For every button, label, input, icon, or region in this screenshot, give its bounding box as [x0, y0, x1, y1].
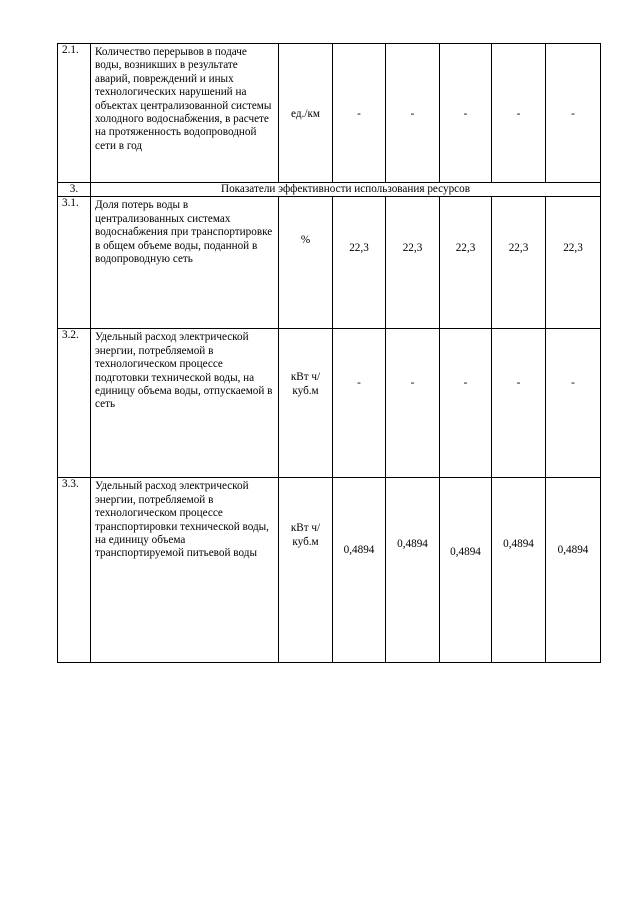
value-cell: -: [440, 329, 492, 478]
indicator-description: Удельный расход электрической энергии, потребляемой в технологическом процессе транспортировки технической воды, на единицу объема транспортируемой питьевой воды: [91, 478, 279, 663]
indicator-description: Количество перерывов в подаче воды, возникших в результате аварий, повреждений и иных технологических нарушений на объектах централизованной системы холодного водоснабжения, в расчете на протяженность водопроводной сети в год: [91, 44, 279, 183]
table-row: [58, 478, 601, 663]
unit-cell: ед./км: [279, 44, 333, 183]
row-number: 2.1.: [58, 44, 91, 183]
section-number: 3.: [58, 183, 91, 197]
value-cell: -: [546, 44, 601, 183]
row-number: 3.3.: [58, 478, 91, 663]
value-cell: 22,3: [492, 197, 546, 329]
row-number: 3.2.: [58, 329, 91, 478]
value-cell: 22,3: [386, 197, 440, 329]
indicator-description: Удельный расход электрической энергии, потребляемой в технологическом процессе подготовки технической воды, на единицу объема воды, отпускаемой в сеть: [91, 329, 279, 478]
value-cell: -: [386, 44, 440, 183]
value-cell: 22,3: [440, 197, 492, 329]
value-cell: 0,4894: [333, 478, 386, 663]
indicator-description: Доля потерь воды в централизованных системах водоснабжения при транспортировке в общем объеме воды, поданной в водопроводную сеть: [91, 197, 279, 329]
table-row: [58, 44, 601, 183]
unit-cell: кВт ч/куб.м: [279, 329, 333, 478]
value-cell: -: [333, 329, 386, 478]
value-cell: 0,4894: [492, 478, 546, 663]
table-row: [58, 197, 601, 329]
unit-cell: кВт ч/куб.м: [279, 478, 333, 663]
value-cell: 22,3: [546, 197, 601, 329]
value-cell: 0,4894: [546, 478, 601, 663]
value-cell: -: [546, 329, 601, 478]
table-row: [58, 329, 601, 478]
indicators-table: [57, 43, 601, 663]
value-cell: 0,4894: [440, 478, 492, 663]
value-cell: 22,3: [333, 197, 386, 329]
section-row: [58, 183, 601, 197]
value-cell: -: [492, 44, 546, 183]
value-cell: -: [333, 44, 386, 183]
value-cell: -: [492, 329, 546, 478]
value-cell: -: [386, 329, 440, 478]
row-number: 3.1.: [58, 197, 91, 329]
unit-cell: %: [279, 197, 333, 329]
section-title: Показатели эффективности использования ресурсов: [91, 183, 601, 197]
value-cell: -: [440, 44, 492, 183]
value-cell: 0,4894: [386, 478, 440, 663]
